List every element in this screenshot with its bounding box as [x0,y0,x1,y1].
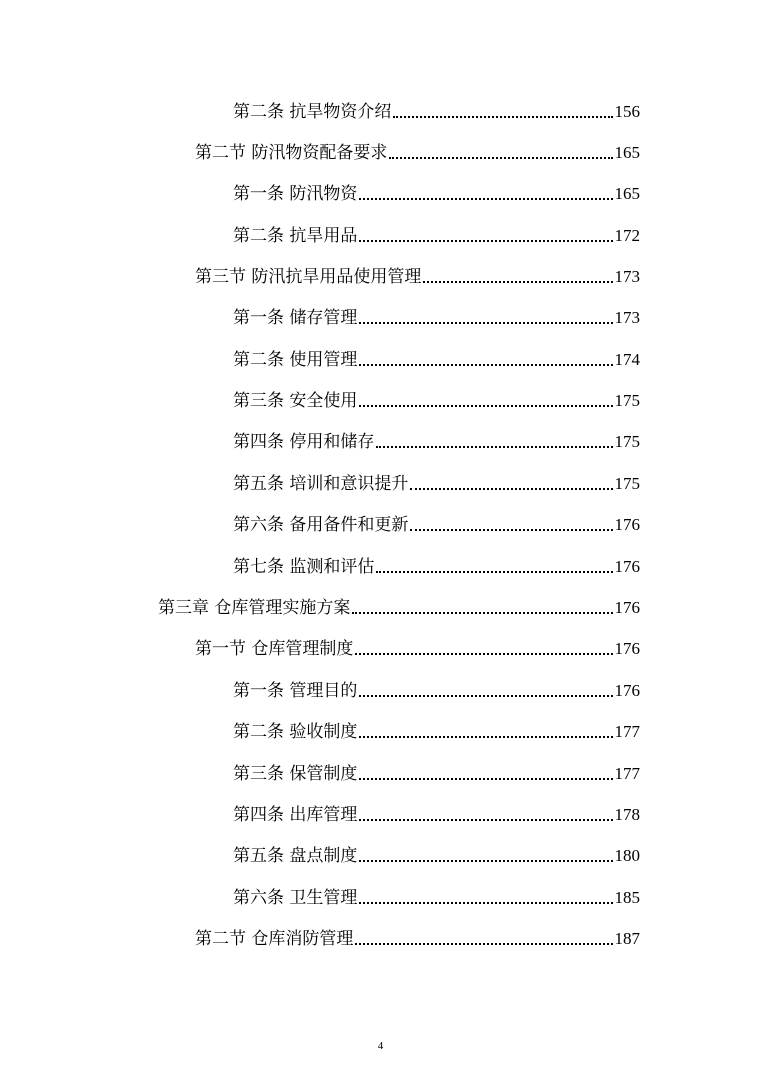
toc-dot-leader [359,818,612,821]
toc-entry-page: 165 [614,143,640,162]
toc-dot-leader [352,611,612,614]
toc-dot-leader [410,528,612,531]
toc-dot-leader [410,487,612,490]
toc-entry-title: 第一条 管理目的 [233,681,358,701]
toc-entry-title: 第三条 安全使用 [233,391,358,411]
toc-entry-title: 第二条 使用管理 [233,350,358,370]
toc-entry-title: 第二条 抗旱用品 [233,226,358,246]
toc-entry[interactable] [233,796,640,826]
toc-dot-leader [355,652,612,655]
toc-entry-title: 第二节 仓库消防管理 [195,929,354,949]
toc-entry[interactable] [195,258,640,288]
toc-entry-page: 176 [614,557,640,576]
toc-entry-title: 第七条 监测和评估 [233,557,375,577]
toc-dot-leader [359,901,612,904]
toc-dot-leader [359,404,612,407]
toc-entry[interactable] [233,217,640,247]
toc-dot-leader [393,115,612,118]
toc-entry[interactable] [233,879,640,909]
toc-entry[interactable] [158,589,640,619]
toc-dot-leader [359,694,612,697]
toc-entry-page: 156 [614,102,640,121]
toc-entry[interactable] [233,713,640,743]
toc-dot-leader [376,570,612,573]
toc-entry-page: 177 [614,722,640,741]
toc-entry-page: 185 [614,888,640,907]
toc-entry-title: 第六条 备用备件和更新 [233,515,409,535]
toc-entry-page: 165 [614,184,640,203]
toc-entry-page: 178 [614,805,640,824]
toc-entry-page: 187 [614,929,640,948]
toc-dot-leader [359,239,612,242]
toc-entry-title: 第五条 培训和意识提升 [233,474,409,494]
toc-entry[interactable] [233,755,640,785]
toc-entry-title: 第四条 停用和储存 [233,432,375,452]
toc-dot-leader [359,363,612,366]
toc-dot-leader [359,859,612,862]
toc-entry-page: 176 [614,598,640,617]
toc-entry[interactable] [233,93,640,123]
toc-entry[interactable] [233,175,640,205]
toc-dot-leader [389,156,612,159]
toc-entry[interactable] [233,299,640,329]
toc-entry[interactable] [233,506,640,536]
toc-entry-title: 第二节 防汛物资配备要求 [195,143,388,163]
toc-entry[interactable] [233,382,640,412]
toc-dot-leader [359,197,612,200]
toc-entry-page: 173 [614,267,640,286]
toc-entry-page: 177 [614,764,640,783]
toc-dot-leader [359,735,612,738]
toc-entry[interactable] [233,548,640,578]
toc-entry[interactable] [233,465,640,495]
toc-entry-title: 第三节 防汛抗旱用品使用管理 [195,267,422,287]
toc-dot-leader [359,321,612,324]
toc-entry-page: 175 [614,474,640,493]
toc-entry-page: 172 [614,226,640,245]
toc-entry[interactable] [195,134,640,164]
toc-dot-leader [423,280,612,283]
toc-entry-page: 180 [614,846,640,865]
toc-entry-page: 174 [614,350,640,369]
toc-entry-title: 第一条 防汛物资 [233,184,358,204]
toc-entry-page: 175 [614,391,640,410]
toc-entry-page: 176 [614,515,640,534]
toc-entry[interactable] [195,920,640,950]
toc-entry-title: 第一条 储存管理 [233,308,358,328]
toc-entry-title: 第二条 抗旱物资介绍 [233,102,392,122]
toc-entry-page: 173 [614,308,640,327]
toc-entry-title: 第三条 保管制度 [233,764,358,784]
toc-dot-leader [376,445,612,448]
toc-entry-title: 第一节 仓库管理制度 [195,639,354,659]
toc-entry[interactable] [233,672,640,702]
toc-entry-title: 第二条 验收制度 [233,722,358,742]
toc-entry-title: 第三章 仓库管理实施方案 [158,598,351,618]
toc-dot-leader [355,942,612,945]
toc-entry-page: 175 [614,432,640,451]
toc-entry[interactable] [233,423,640,453]
toc-entry[interactable] [195,630,640,660]
toc-entry-title: 第六条 卫生管理 [233,888,358,908]
toc-dot-leader [359,777,612,780]
toc-entry-page: 176 [614,681,640,700]
toc-entry[interactable] [233,837,640,867]
toc-entry-page: 176 [614,639,640,658]
toc-entry-title: 第四条 出库管理 [233,805,358,825]
page-number: 4 [377,1040,384,1052]
toc-entry[interactable] [233,341,640,371]
toc-entry-title: 第五条 盘点制度 [233,846,358,866]
